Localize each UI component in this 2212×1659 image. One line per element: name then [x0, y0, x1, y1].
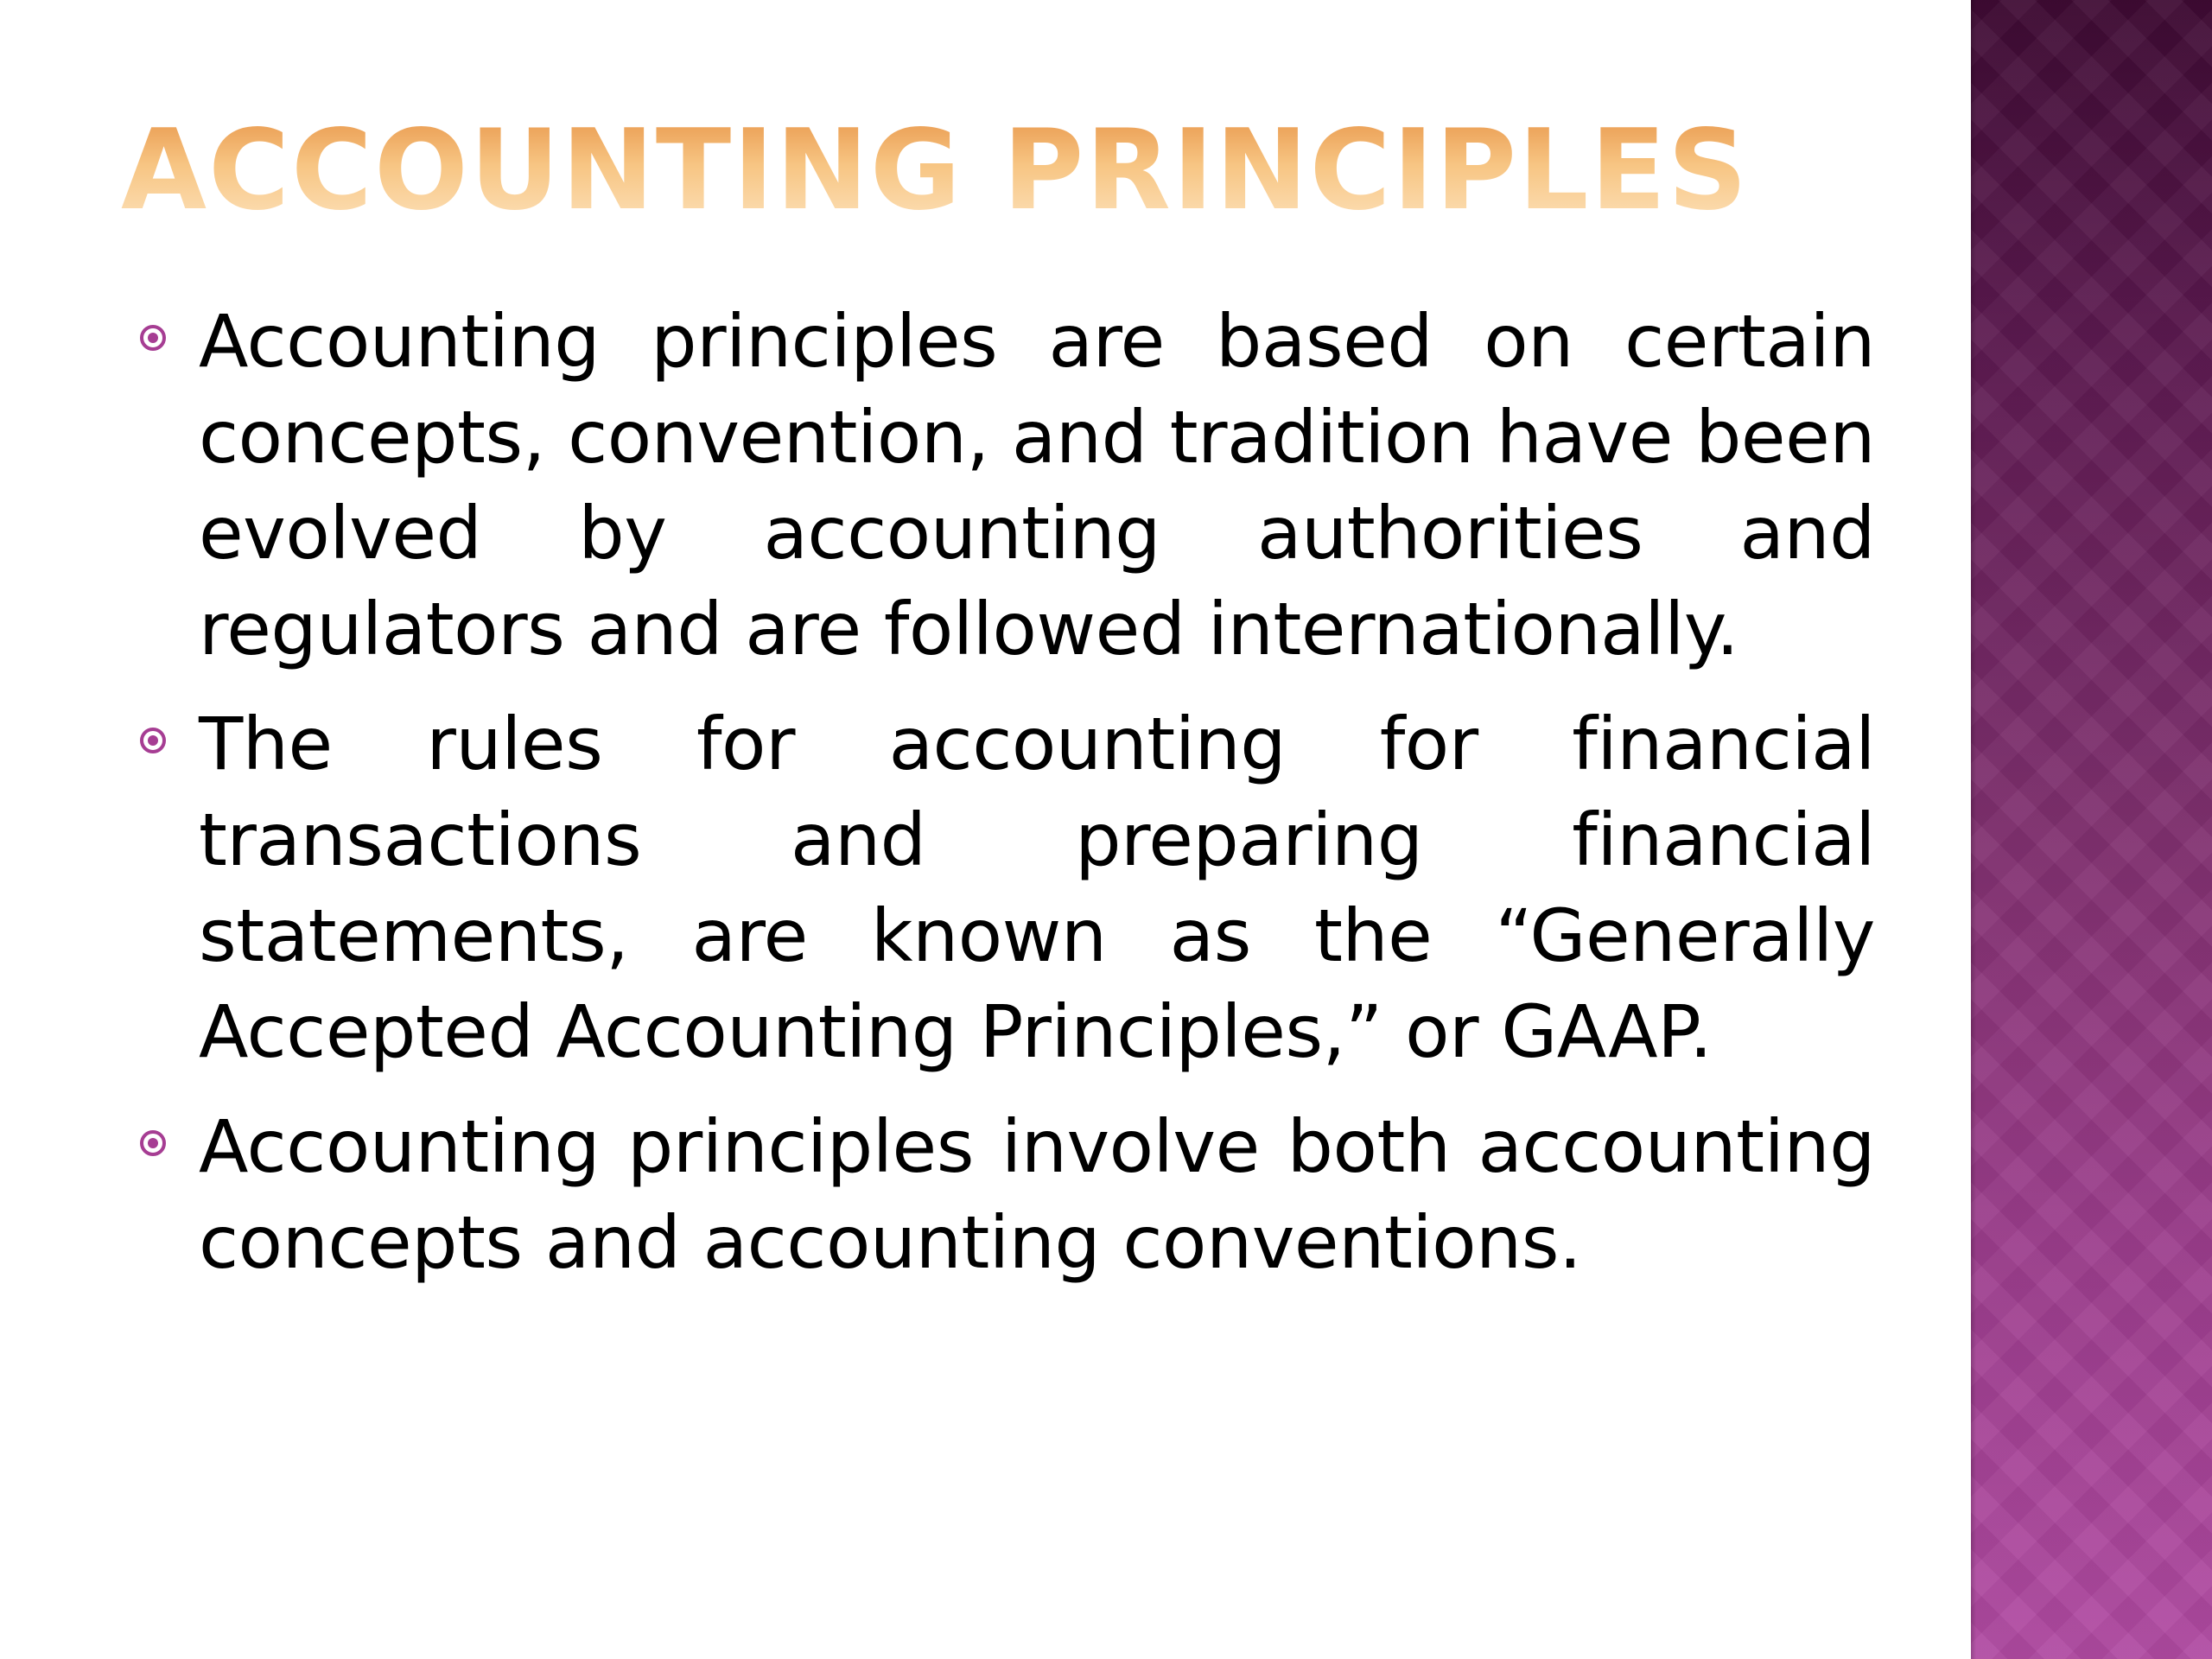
slide-title: ACCOUNTING PRINCIPLES [121, 106, 1750, 235]
bullet-text: The rules for accounting for financial transactions and preparing financial statements, are known as the “Generally Accepted Accounting Principles,” or GAAP. [199, 702, 1875, 1074]
decorative-side-panel [1971, 0, 2212, 1659]
bullet-item-1 [130, 294, 1875, 677]
target-bullet-icon [140, 325, 166, 351]
bullet-item-2 [130, 696, 1875, 1080]
bullet-text: Accounting principles are based on certain concepts, convention, and tradition have been evolved by accounting authorities and regulators and are followed internationally. [199, 299, 1876, 671]
bullet-text: Accounting principles involve both accounting concepts and accounting conventions. [199, 1104, 1875, 1285]
target-bullet-icon [140, 1130, 166, 1156]
bullet-list [130, 294, 1875, 1310]
target-bullet-icon [140, 728, 166, 753]
side-panel-edge [1971, 0, 1976, 1659]
bullet-item-3 [130, 1099, 1875, 1291]
